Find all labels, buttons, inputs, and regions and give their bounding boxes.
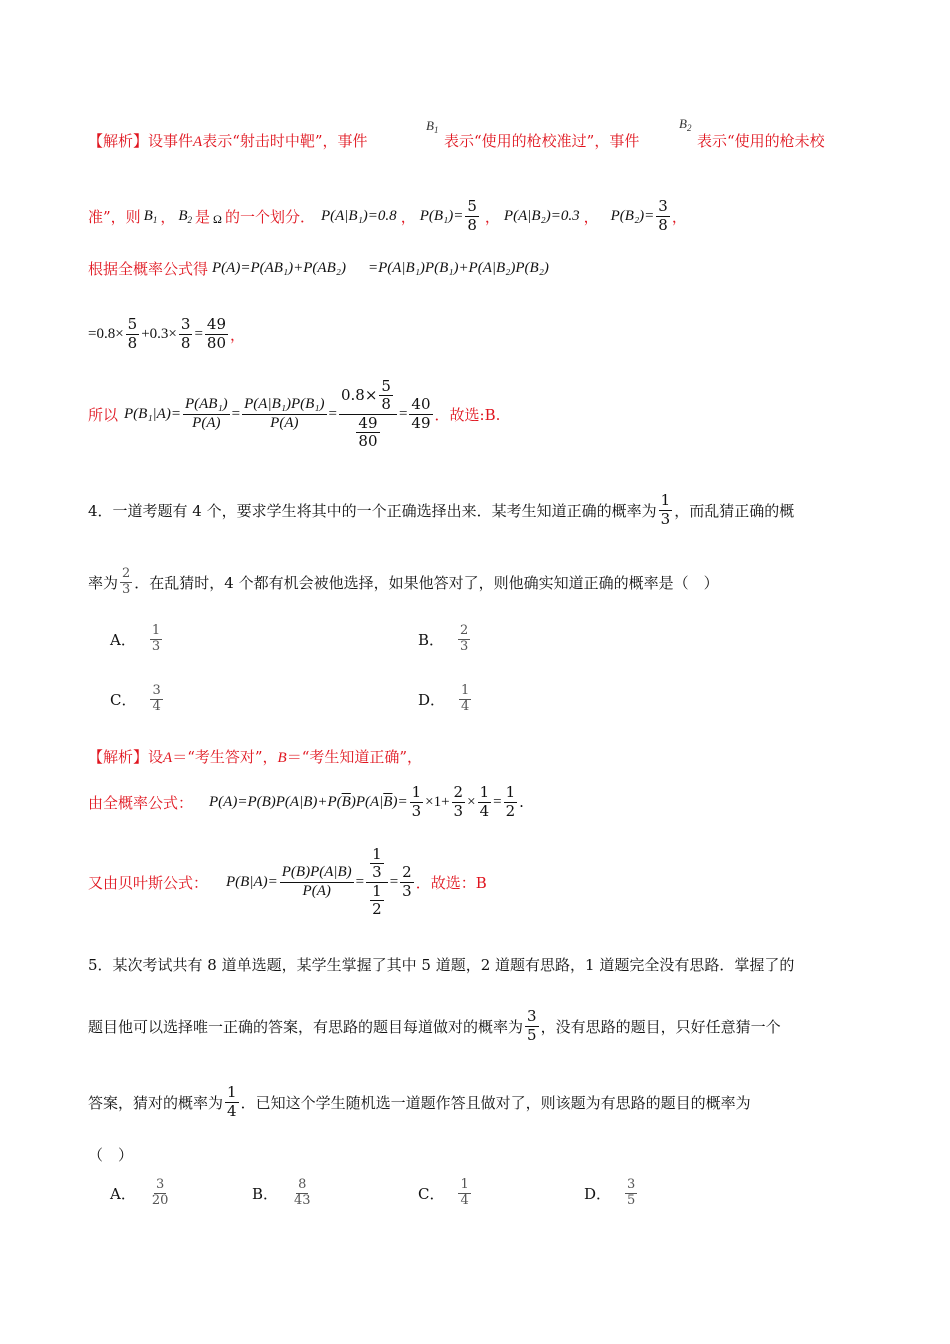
question-5-line-2 (88, 1002, 781, 1050)
formula: × (467, 793, 476, 810)
formula: P(A|B₁)=0.8 (320, 207, 397, 224)
option-label: D． (418, 690, 446, 709)
q4-option-a[interactable]: A． $\frac{1}{3}$ (110, 623, 161, 654)
formula: P(A)=P(B)P(A|B)+P( (209, 793, 342, 810)
formula: P(B|A)= (226, 873, 278, 890)
q5-option-d[interactable]: D． $\frac{3}{5}$ (584, 1177, 636, 1208)
fraction-compound: 0.8× $\frac{5}{8}$ $\frac{49}{80}$ (339, 378, 397, 450)
fraction-5-8: $\frac{5}{8}$ (467, 197, 477, 234)
text: ，没有思路的题目，只好任意猜一个 (540, 1017, 781, 1036)
analysis-1-line-5: 所以 P(B₁|A)= $\frac{\text{P(AB₁)}}{P(A)}$ = $\frac{\text{P(A|B₁)P(B₁)}}{P(A)}$ = 0.8× $\frac{5}{8}$ $\frac{49}{80}$ = $\frac{40}{49}$ ．故选:B. (88, 377, 501, 450)
option-label: D． (584, 1184, 612, 1203)
text: 是 (195, 207, 211, 226)
text: 率为 (88, 573, 119, 592)
b2-symbol: $B_2$ (679, 116, 692, 133)
formula: P(B₁)= (419, 207, 464, 224)
text: ，而乱猜正确的概 (674, 501, 795, 520)
answer-paren: （ ） (88, 1146, 134, 1164)
fraction-1-3: $\frac{1}{3}$ (660, 491, 671, 528)
option-label: B． (252, 1184, 279, 1203)
text: 的一个划分． (224, 207, 315, 226)
text: 由全概率公式： (88, 793, 194, 812)
fraction-40-49: $\frac{40}{49}$ (411, 395, 431, 432)
text: 根据全概率公式得 (88, 259, 209, 278)
b2: $B_2$ (178, 207, 193, 225)
text: 设 (148, 748, 164, 766)
fraction-1-3: $\frac{1}{3}$ (411, 783, 422, 820)
text: 4．一道考题有 4 个，要求学生将其中的一个正确选择出来．某考生知道正确的概率为 (88, 501, 657, 520)
formula: P(A)=P(AB₁)+P(AB₂) (212, 259, 346, 276)
analysis-head: 【解析】 (88, 748, 149, 766)
option-label: C． (418, 1184, 445, 1203)
fraction-3-8: $\frac{3}{8}$ (658, 197, 668, 234)
text: 设事件 (148, 132, 194, 150)
fraction-1-4: $\frac{1}{4}$ (479, 783, 490, 820)
text: ＝“考生答对”， (172, 748, 278, 766)
q5-option-b[interactable]: B． $\frac{8}{43}$ (252, 1177, 311, 1208)
formula: = (194, 325, 203, 342)
fraction-3-8: $\frac{3}{8}$ (180, 315, 191, 352)
fraction-5-8: $\frac{5}{8}$ (127, 315, 138, 352)
b1-symbol: $B_1$ (426, 118, 439, 135)
q4-option-b[interactable]: B． $\frac{2}{3}$ (418, 623, 469, 654)
question-4-line-1 (88, 486, 794, 534)
fraction-1-2: $\frac{1}{2}$ (505, 783, 516, 820)
text: ＝“考生知道正确”， (286, 748, 423, 766)
formula: ×1+ (425, 793, 450, 810)
text: 表示“射击时中靶”，事件 (202, 132, 368, 150)
text: 表示“使用的枪校准过”，事件 (444, 132, 640, 150)
answer-text: ．故选:B. (434, 405, 501, 424)
formula: =0.8× (88, 325, 124, 342)
b1: $B_1$ (143, 207, 158, 225)
analysis-2-line-1 (88, 746, 422, 767)
option-label: B． (418, 630, 445, 649)
question-5-line-3 (88, 1078, 751, 1126)
b-bar: $\overline{B}$ (383, 793, 393, 810)
text: 题目他可以选择唯一正确的答案，有思路的题目每道做对的概率为 (88, 1017, 524, 1036)
option-label: A． (110, 1184, 136, 1203)
fraction-2-3: $\frac{2}{3}$ (453, 783, 464, 820)
option-label: A． (110, 630, 136, 649)
text: 所以 (88, 405, 119, 424)
fraction-1-4: $\frac{1}{4}$ (227, 1083, 237, 1120)
analysis-1-line-4: =0.8× $\frac{5}{8}$ +0.3× $\frac{3}{8}$ = $\frac{49}{80}$ ， (88, 315, 246, 352)
formula: = (493, 793, 502, 810)
analysis-1-line-2: 准”，则 $B_1$ ， $B_2$ 是 Ω 的一个划分． P(A|B₁)=0.8 ， P(B₁)= $\frac{5}{8}$ ， P(A|B₂)=0.3 ， P(B₂)= $\frac{3}{8}$ ， (88, 197, 687, 234)
fraction-2-3: $\frac{2}{3}$ (402, 863, 412, 900)
answer-text: ．故选：B (415, 873, 487, 892)
b-bar: $\overline{B}$ (341, 793, 351, 810)
text: ．在乱猜时，4 个都有机会被他选择，如果他答对了，则他确实知道正确的概率是（ ） (134, 573, 719, 592)
var-a: A (163, 750, 173, 766)
text: 准”，则 (88, 207, 141, 226)
fraction-pab1-pa: $\frac{\text{P(AB₁)}}{P(A)}$ (184, 396, 228, 431)
analysis-1-line-1 (88, 130, 368, 151)
omega: Ω (213, 211, 222, 226)
question-5-line-1: 5．某次考试共有 8 道单选题，某学生掌握了其中 5 道题，2 道题有思路，1 道题完全没有思路．掌握了的 (88, 956, 795, 974)
q5-option-a[interactable]: A． $\frac{3}{20}$ (110, 1177, 169, 1208)
question-4-line-2 (88, 562, 719, 602)
formula: )= (392, 793, 408, 810)
fraction-bayes: $\frac{\text{P(A|B₁)P(B₁)}}{P(A)}$ (244, 396, 325, 431)
var-b: B (277, 750, 287, 766)
formula: P(A|B₂)=0.3 (503, 207, 580, 224)
analysis-2-line-3: 又由贝叶斯公式： P(B|A)= $\frac{P(B)P(A|B)}{P(A)}$ = $\frac{\frac{1}{3}}{\frac{1}{2}}$ = $\frac{2}{3}$ ．故选：B (88, 845, 487, 918)
analysis-2-line-2: 由全概率公式： P(A)=P(B)P(A|B)+P( $\overline{B}$ )P(A| $\overline{B}$ )= $\frac{1}{3}$ ×1+ $\frac{2}{3}$ × $\frac{1}{4}$ = $\frac{1}{2}$ . (88, 783, 524, 820)
text: 答案，猜对的概率为 (88, 1093, 224, 1112)
analysis-1-line-3 (88, 254, 549, 282)
fraction-bayes-2: $\frac{P(B)P(A|B)}{P(A)}$ (281, 864, 352, 899)
formula: P(B₁|A)= (124, 405, 181, 422)
analysis-head: 【解析】 (88, 132, 149, 150)
q5-option-c[interactable]: C． $\frac{1}{4}$ (418, 1177, 469, 1208)
text: ， (160, 207, 176, 226)
option-label: C． (110, 690, 137, 709)
text: ．已知这个学生随机选一道题作答且做对了，则该题为有思路的题目的概率为 (240, 1093, 751, 1112)
formula: P(B₂)= (610, 207, 655, 224)
fraction-compound-2: $\frac{\frac{1}{3}}{\frac{1}{2}}$ (366, 846, 388, 918)
fraction-2-3: $\frac{2}{3}$ (122, 565, 131, 597)
text: 又由贝叶斯公式： (88, 873, 209, 892)
formula: =P(A|B₁)P(B₁)+P(A|B₂)P(B₂) (367, 259, 549, 276)
formula: +0.3× (141, 325, 177, 342)
fraction-3-5: $\frac{3}{5}$ (527, 1007, 537, 1044)
q4-option-d[interactable]: D． $\frac{1}{4}$ (418, 683, 470, 714)
text: 表示“使用的枪未校 (697, 132, 825, 150)
var-a: A (193, 134, 203, 150)
fraction-49-80: $\frac{49}{80}$ (206, 315, 226, 352)
q4-option-c[interactable]: C． $\frac{3}{4}$ (110, 683, 161, 714)
formula: )P(A| (350, 793, 384, 810)
